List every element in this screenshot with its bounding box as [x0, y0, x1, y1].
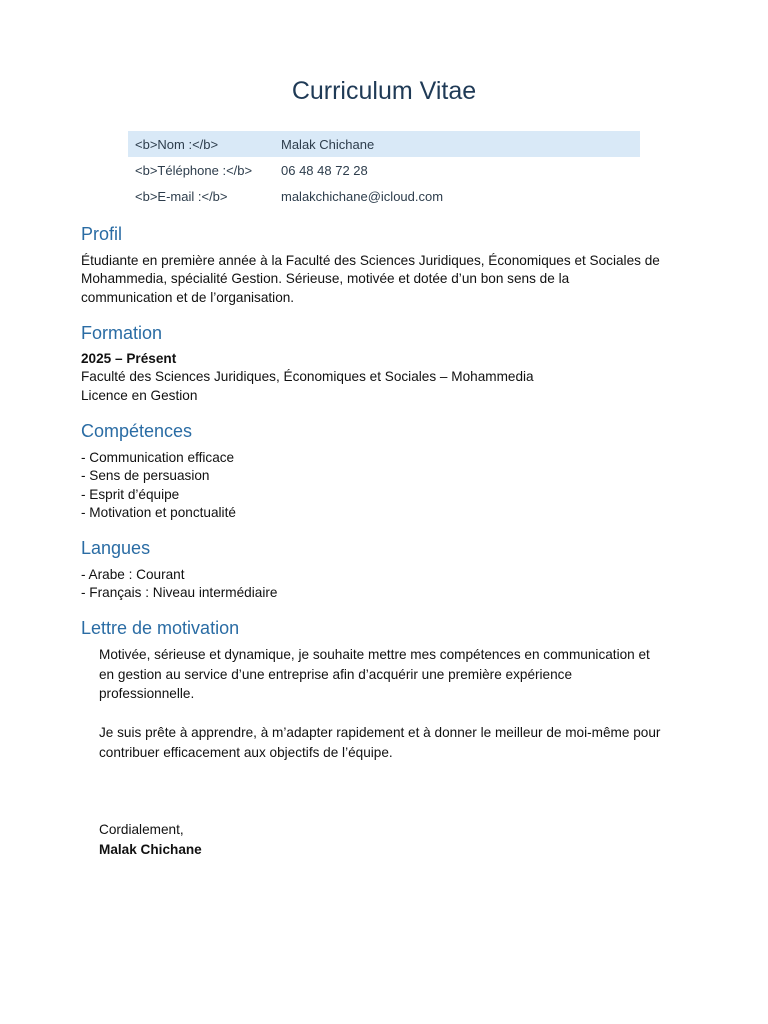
- section-heading-formation: Formation: [81, 323, 163, 343]
- profil-line: communication et de l’organisation.: [81, 289, 295, 305]
- formation-period: 2025 – Présent: [81, 351, 177, 366]
- list-item: - Français : Niveau intermédiaire: [81, 585, 278, 601]
- contact-row-phone: [128, 157, 640, 183]
- list-item: - Sens de persuasion: [81, 468, 210, 484]
- letter-signature: Malak Chichane: [99, 841, 202, 857]
- contact-label: <b>Téléphone :</b>: [135, 162, 253, 178]
- contact-value: 06 48 48 72 28: [281, 162, 368, 178]
- list-item: - Esprit d’équipe: [81, 486, 180, 502]
- profil-text: [81, 252, 660, 307]
- letter-line: Je suis prête à apprendre, à m’adapter rapidement et à donner le meilleur de moi-même pour: [99, 725, 661, 740]
- contact-label: <b>Nom :</b>: [128, 131, 274, 157]
- list-item: - Motivation et ponctualité: [81, 504, 236, 520]
- section-heading-langues: Langues: [81, 538, 151, 558]
- competences-list: [81, 449, 236, 522]
- formation-school: Faculté des Sciences Juridiques, Économiques et Sociales – Mohammedia: [81, 369, 534, 385]
- letter-paragraph-1: [99, 645, 699, 704]
- profil-line: Étudiante en première année à la Faculté des Sciences Juridiques, Économiques et Sociales de: [81, 253, 660, 268]
- list-item: - Arabe : Courant: [81, 567, 185, 582]
- formation-block: [81, 350, 534, 405]
- letter-line: en gestion au service d’une entreprise afin d’acquérir une première expérience: [99, 666, 573, 682]
- contact-table: [128, 131, 640, 209]
- contact-value: malakchichane@icloud.com: [281, 188, 444, 204]
- contact-row-name: [128, 131, 640, 157]
- list-item: - Communication efficace: [81, 450, 235, 465]
- contact-row-email: [128, 183, 640, 209]
- contact-value: Malak Chichane: [274, 131, 640, 157]
- letter-paragraph-2: [99, 723, 699, 762]
- section-heading-competences: Compétences: [81, 421, 193, 441]
- section-heading-profil: Profil: [81, 224, 123, 244]
- letter-line: professionnelle.: [99, 686, 195, 701]
- profil-line: Mohammedia, spécialité Gestion. Sérieuse, motivée et dotée d’un bon sens de la: [81, 271, 570, 287]
- contact-label: <b>E-mail :</b>: [135, 188, 228, 204]
- letter-line: Motivée, sérieuse et dynamique, je souhaite mettre mes compétences en communication et: [99, 647, 650, 662]
- langues-list: [81, 566, 277, 603]
- section-heading-lettre: Lettre de motivation: [81, 618, 240, 638]
- page-title: Curriculum Vitae: [291, 77, 477, 105]
- letter-closing: Cordialement,: [99, 822, 184, 837]
- letter-closing-block: [99, 820, 699, 859]
- letter-line: contribuer efficacement aux objectifs de l’équipe.: [99, 744, 393, 760]
- formation-degree: Licence en Gestion: [81, 387, 198, 403]
